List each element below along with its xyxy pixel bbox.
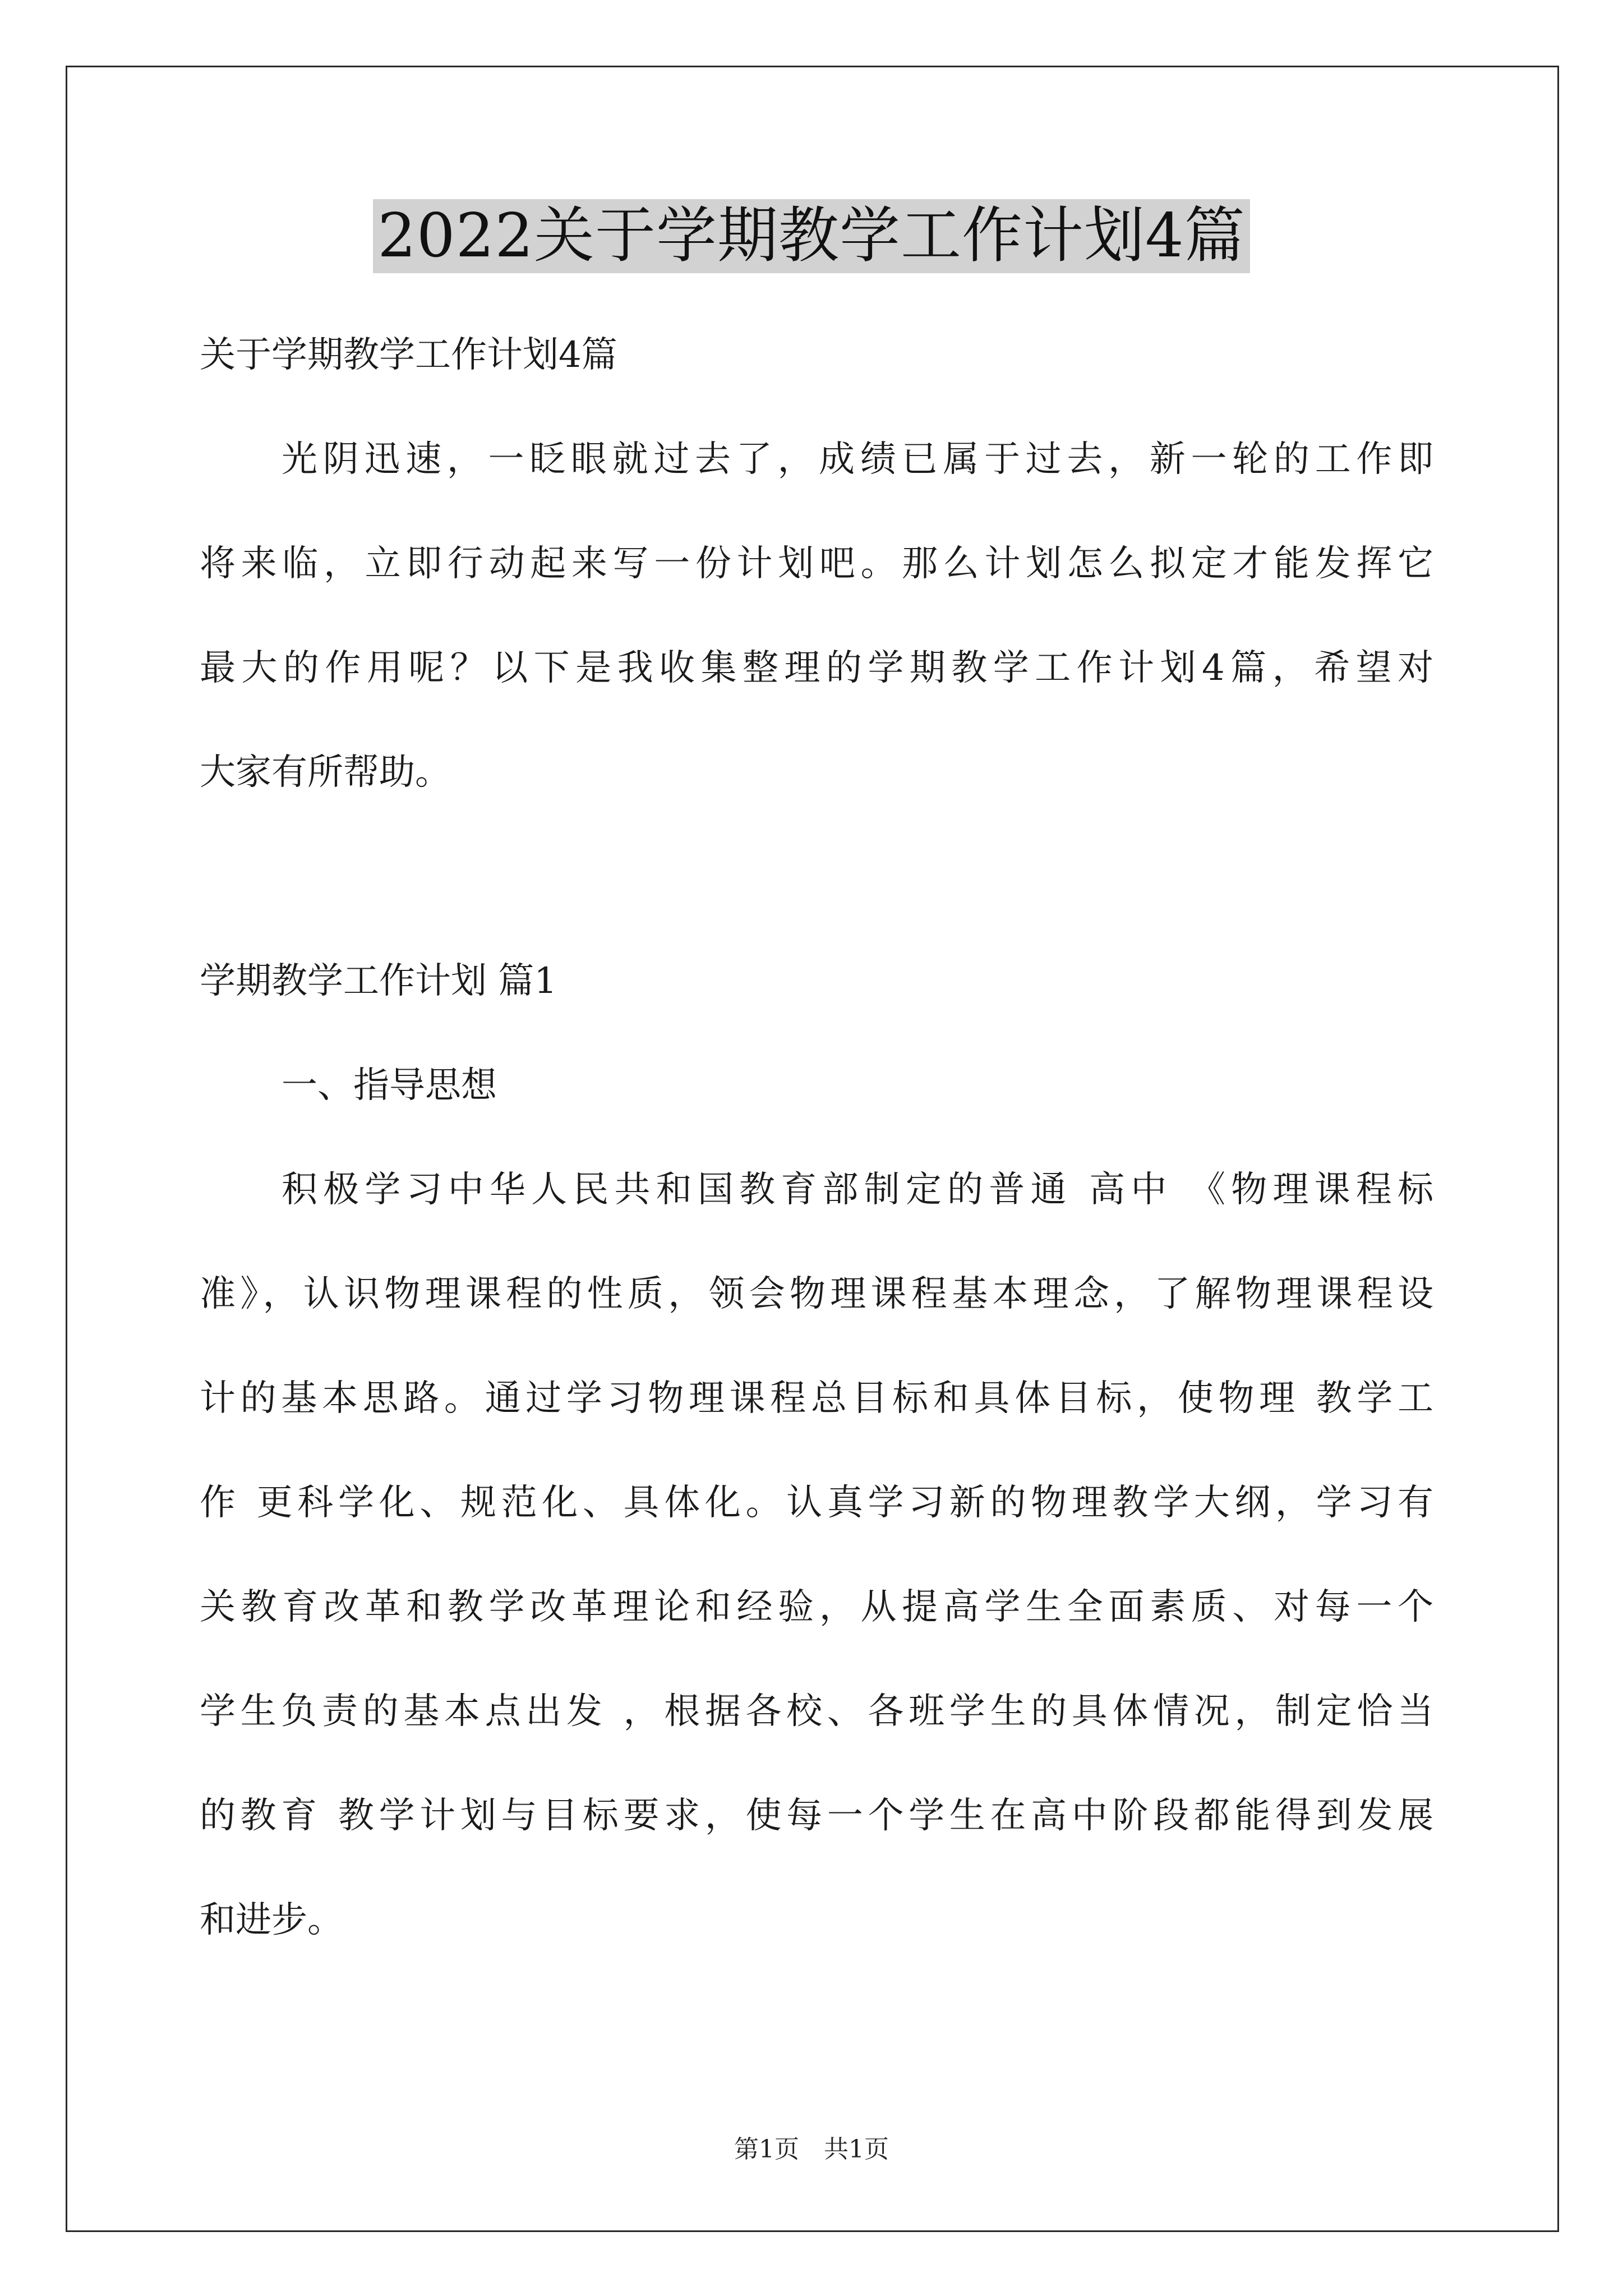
body-line-3: 计的基本思路。通过学习物理课程总目标和具体目标，使物理 教学工 — [200, 1378, 1433, 1419]
document-subtitle: 关于学期教学工作计划4篇 — [200, 334, 617, 376]
body-line-4: 作 更科学化、规范化、具体化。认真学习新的物理教学大纲，学习有 — [200, 1482, 1433, 1524]
body-line-8: 和进步。 — [200, 1899, 343, 1941]
page-footer: 第1页 共1页 — [734, 2135, 889, 2164]
body-line-6: 学生负责的基本点出发 ，根据各校、各班学生的具体情况，制定恰当 — [200, 1691, 1433, 1732]
body-line-7: 的教育 教学计划与目标要求，使每一个学生在高中阶段都能得到发展 — [200, 1795, 1433, 1837]
section-heading: 学期教学工作计划 篇1 — [200, 960, 557, 1002]
body-line-5: 关教育改革和教学改革理论和经验，从提高学生全面素质、对每一个 — [200, 1586, 1433, 1628]
title-block — [0, 199, 1623, 273]
intro-line-3: 最大的作用呢？以下是我收集整理的学期教学工作计划4篇，希望对 — [200, 647, 1433, 689]
subsection-heading: 一、指导思想 — [282, 1065, 497, 1106]
blank-spacer — [200, 825, 1433, 929]
intro-line-4: 大家有所帮助。 — [200, 752, 451, 793]
body-line-2: 准》，认识物理课程的性质，领会物理课程基本理念，了解物理课程设 — [200, 1273, 1433, 1315]
body-line-1: 积极学习中华人民共和国教育部制定的普通 高中 《物理课程标 — [282, 1169, 1433, 1211]
document-body — [200, 303, 1433, 1972]
intro-line-1: 光阴迅速，一眨眼就过去了，成绩已属于过去，新一轮的工作即 — [282, 439, 1433, 480]
document-title: 2022关于学期教学工作计划4篇 — [373, 199, 1250, 273]
intro-line-2: 将来临，立即行动起来写一份计划吧。那么计划怎么拟定才能发挥它 — [200, 543, 1433, 585]
